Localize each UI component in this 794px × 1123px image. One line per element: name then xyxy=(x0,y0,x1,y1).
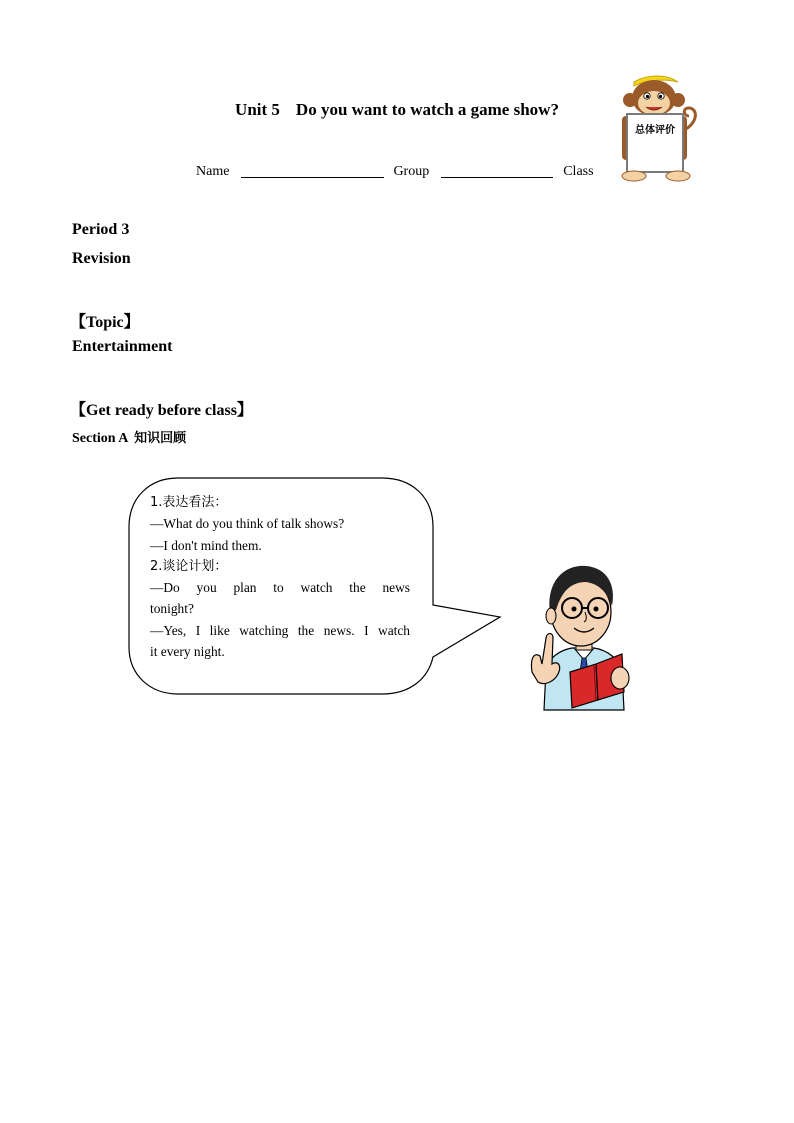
section-a-label: Section A xyxy=(72,431,128,446)
teacher-illustration xyxy=(524,560,640,715)
group-label: Group xyxy=(393,164,430,179)
monkey-foot-left xyxy=(622,171,646,181)
section-a-heading xyxy=(72,427,186,447)
name-blank[interactable] xyxy=(241,163,384,178)
bubble-heading-plans: 2.谈论计划： xyxy=(150,558,228,574)
topic-value: Entertainment xyxy=(72,338,173,355)
bubble-line-question2a: —Do you plan to watch the news xyxy=(150,580,410,596)
bubble-content xyxy=(150,492,410,662)
revision-label: Revision xyxy=(72,250,131,267)
group-blank[interactable] xyxy=(441,163,553,178)
class-label: Class xyxy=(563,164,594,179)
section-a-title: 知识回顾 xyxy=(134,431,187,446)
monkey-evaluation-badge xyxy=(612,72,702,187)
badge-text: 总体评价 xyxy=(635,125,675,136)
period-label: Period 3 xyxy=(72,221,130,238)
bubble-heading-opinions: 1.表达看法： xyxy=(150,495,228,510)
monkey-face xyxy=(638,91,670,115)
student-info-line xyxy=(196,163,594,180)
bubble-line-question2b: tonight? xyxy=(150,601,194,617)
lesson-title: Do you want to watch a game show? xyxy=(295,100,559,119)
bubble-line-answer1: —I don't mind them. xyxy=(150,537,262,553)
evaluation-board xyxy=(627,114,683,172)
unit-label: Unit 5 xyxy=(235,100,280,119)
monkey-foot-right xyxy=(666,171,690,181)
bubble-line-answer2a: —Yes, I like watching the news. I watch xyxy=(150,622,410,638)
name-label: Name xyxy=(196,164,230,179)
bubble-line-answer2b: it every night. xyxy=(150,644,225,660)
topic-heading: 【Topic】 xyxy=(70,314,140,331)
bubble-line-question1: —What do you think of talk shows? xyxy=(150,516,345,532)
get-ready-heading: 【Get ready before class】 xyxy=(70,402,253,419)
